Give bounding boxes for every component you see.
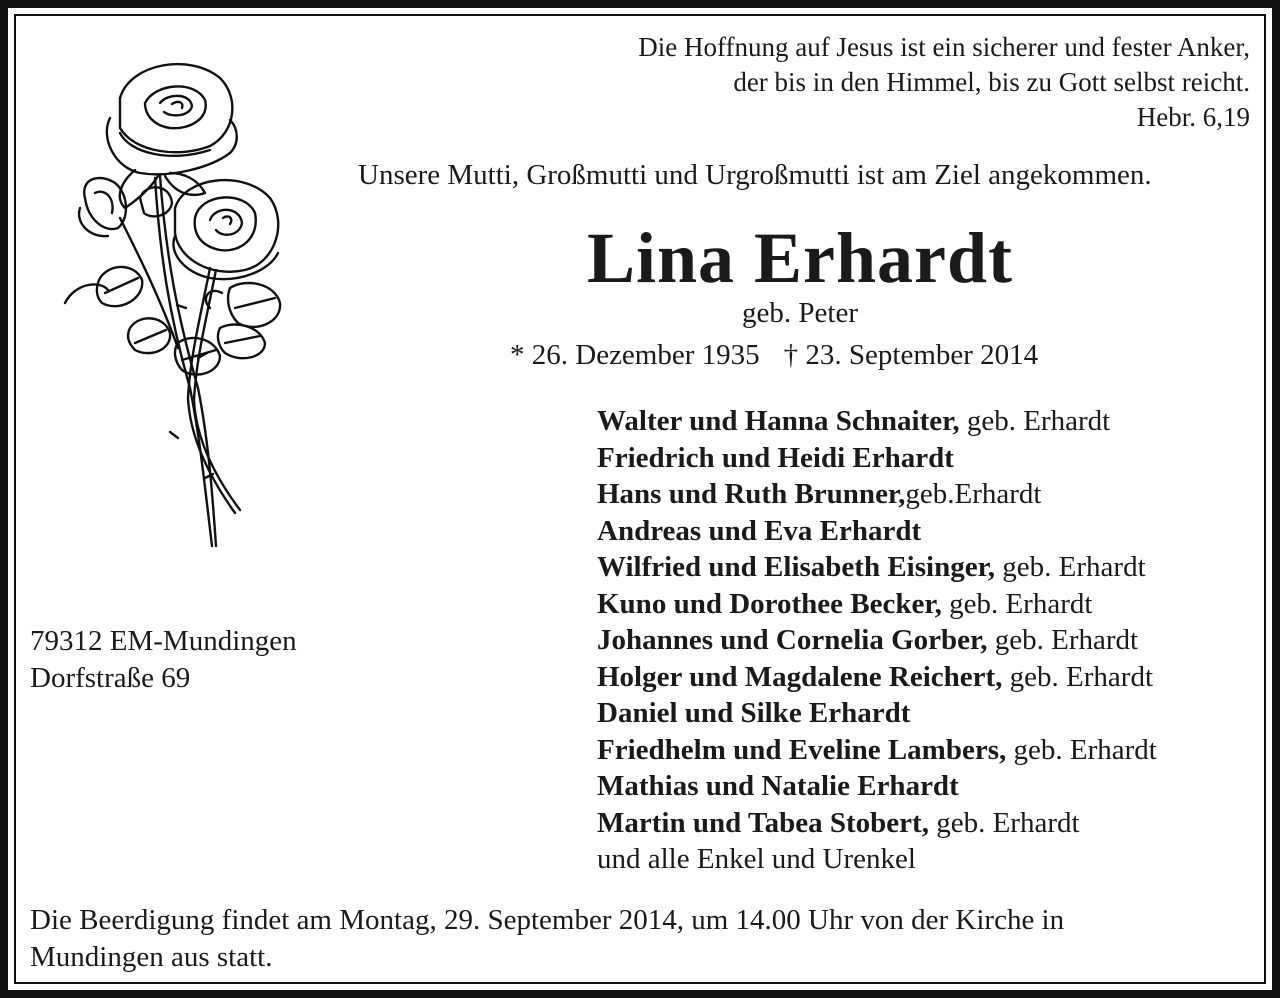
family-suffix: geb.Erhardt <box>905 478 1042 510</box>
family-names: Johannes und Cornelia Gorber, <box>597 624 988 656</box>
quote-line: der bis in den Himmel, bis zu Gott selbst reicht. <box>733 67 1250 97</box>
funeral-line: Mundingen aus statt. <box>30 941 273 973</box>
family-names: Friedhelm und Eveline Lambers, <box>597 733 1007 766</box>
family-names: Hans und Ruth Brunner, <box>597 478 906 510</box>
family-entry <box>597 549 1157 586</box>
funeral-line: Die Beerdigung findet am Montag, 29. September 2014, um 14.00 Uhr von der Kirche in <box>30 904 1065 936</box>
birth-date: * 26. Dezember 1935 <box>510 339 760 371</box>
quote-line: Die Hoffnung auf Jesus ist ein sicherer und fester Anker, <box>638 32 1250 62</box>
family-entry <box>597 805 1157 842</box>
quote-reference: Hebr. 6,19 <box>1136 102 1250 132</box>
family-entry <box>597 513 1157 550</box>
rose-illustration-icon <box>60 58 290 553</box>
family-names: Holger und Magdalene Reichert, <box>597 660 1003 693</box>
family-entry <box>597 841 1157 878</box>
family-suffix: geb. Erhardt <box>1002 660 1154 693</box>
family-names: Walter und Hanna Schnaiter, <box>597 405 960 437</box>
family-names: Kuno und Dorothee Becker, <box>597 587 942 620</box>
family-suffix: geb. Erhardt <box>995 551 1146 583</box>
address <box>30 623 297 697</box>
address-line: Dorfstraße 69 <box>30 662 191 694</box>
family-entry <box>597 403 1157 440</box>
family-entry <box>597 768 1157 805</box>
family-suffix: und alle Enkel und Urenkel <box>597 843 916 875</box>
family-list <box>597 403 1157 878</box>
family-entry <box>597 659 1157 696</box>
family-names: Daniel und Silke Erhardt <box>597 697 911 729</box>
family-suffix: geb. Erhardt <box>959 405 1111 437</box>
intro-text: Unsere Mutti, Großmutti und Urgroßmutti ist am Ziel angekommen. <box>358 159 1152 191</box>
funeral-notice <box>30 902 1210 976</box>
life-dates <box>510 337 1038 373</box>
family-names: Andreas und Eva Erhardt <box>597 514 922 547</box>
family-suffix: geb. Erhardt <box>941 587 1093 620</box>
family-entry <box>597 476 1157 513</box>
family-suffix: geb. Erhardt <box>987 624 1139 656</box>
family-suffix: geb. Erhardt <box>1006 733 1157 766</box>
family-entry <box>597 586 1157 623</box>
family-names: Friedrich und Heidi Erhardt <box>597 441 954 474</box>
family-names: Mathias und Natalie Erhardt <box>597 770 959 802</box>
deceased-name: Lina Erhardt <box>586 218 1014 298</box>
family-entry <box>597 622 1157 659</box>
family-suffix: geb. Erhardt <box>928 806 1080 839</box>
family-names: Wilfried und Elisabeth Eisinger, <box>597 551 996 583</box>
family-entry <box>597 440 1157 477</box>
family-entry <box>597 695 1157 732</box>
birth-name: geb. Peter <box>742 297 858 329</box>
family-names: Martin und Tabea Stobert, <box>597 806 929 839</box>
death-date: † 23. September 2014 <box>783 339 1039 371</box>
bible-quote <box>638 30 1250 135</box>
family-entry <box>597 732 1157 769</box>
address-line: 79312 EM-Mundingen <box>30 625 297 657</box>
